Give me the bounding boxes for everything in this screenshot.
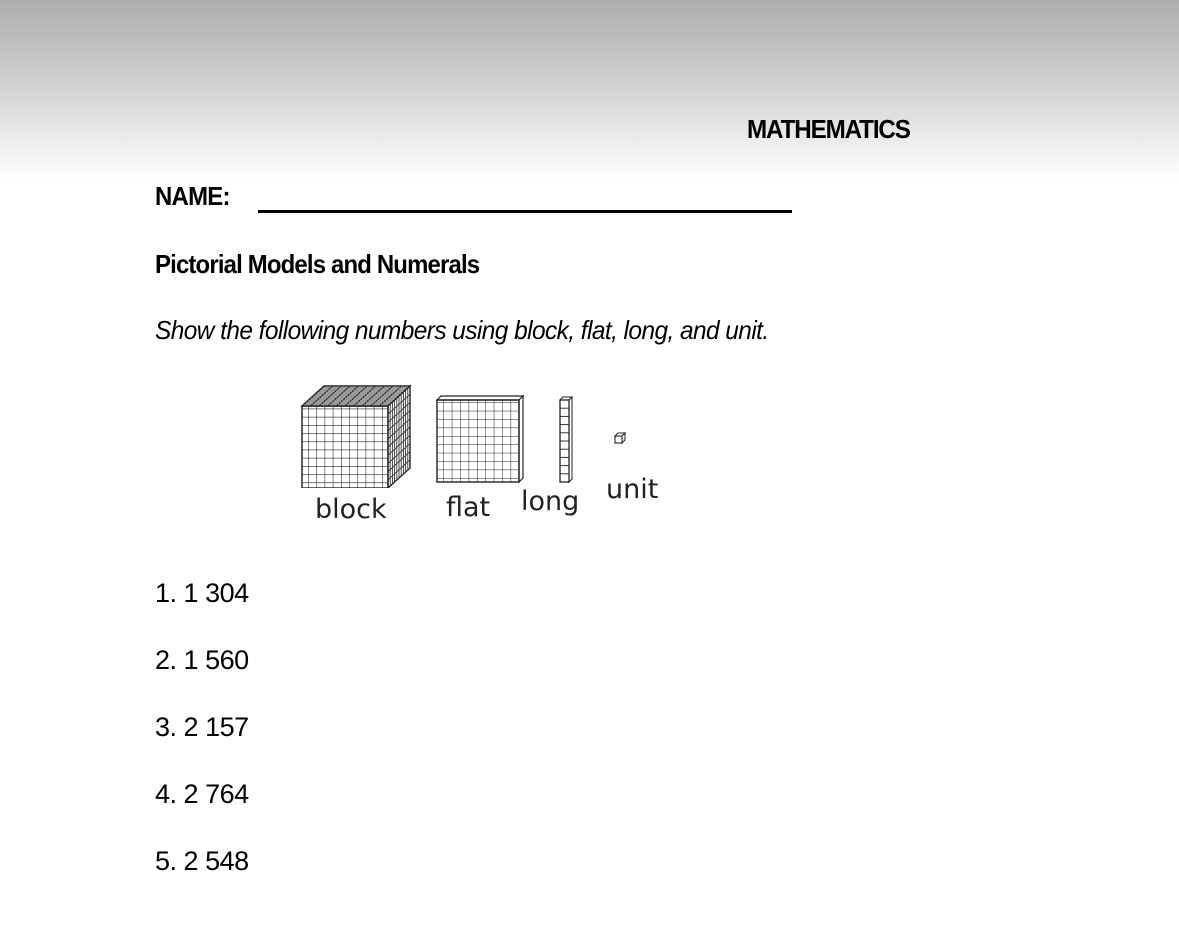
- one-unit-cube-icon: [613, 431, 627, 445]
- problem-number: 2.: [155, 645, 177, 675]
- name-blank-line[interactable]: [258, 210, 792, 213]
- model-label-unit: unit: [606, 474, 659, 505]
- problem-number: 5.: [155, 846, 177, 876]
- ten-long-rod-icon: [558, 395, 574, 485]
- base-ten-models-illustration: [296, 380, 676, 530]
- subject-heading: MATHEMATICS: [747, 114, 910, 144]
- problem-number: 3.: [155, 712, 177, 742]
- problem-value: 2 548: [183, 846, 249, 876]
- name-field: [155, 181, 236, 212]
- thousand-block-cube-icon: [300, 384, 412, 488]
- name-label: NAME:: [155, 181, 230, 211]
- problem-item: [155, 712, 249, 743]
- problem-value: 2 157: [183, 712, 249, 742]
- hundred-flat-square-icon: [435, 394, 525, 484]
- model-label-block: block: [315, 494, 387, 525]
- worksheet-title: Pictorial Models and Numerals: [155, 249, 480, 279]
- problem-item: [155, 645, 249, 676]
- problem-item: [155, 779, 249, 810]
- problem-value: 2 764: [183, 779, 249, 809]
- worksheet-instruction: Show the following numbers using block, flat, long, and unit.: [155, 315, 769, 345]
- problem-value: 1 560: [183, 645, 249, 675]
- problem-item: [155, 578, 249, 609]
- model-label-long: long: [521, 486, 580, 517]
- problem-item: [155, 846, 249, 877]
- model-label-flat: flat: [446, 492, 491, 523]
- problem-number: 4.: [155, 779, 177, 809]
- problem-value: 1 304: [183, 578, 249, 608]
- problem-number: 1.: [155, 578, 177, 608]
